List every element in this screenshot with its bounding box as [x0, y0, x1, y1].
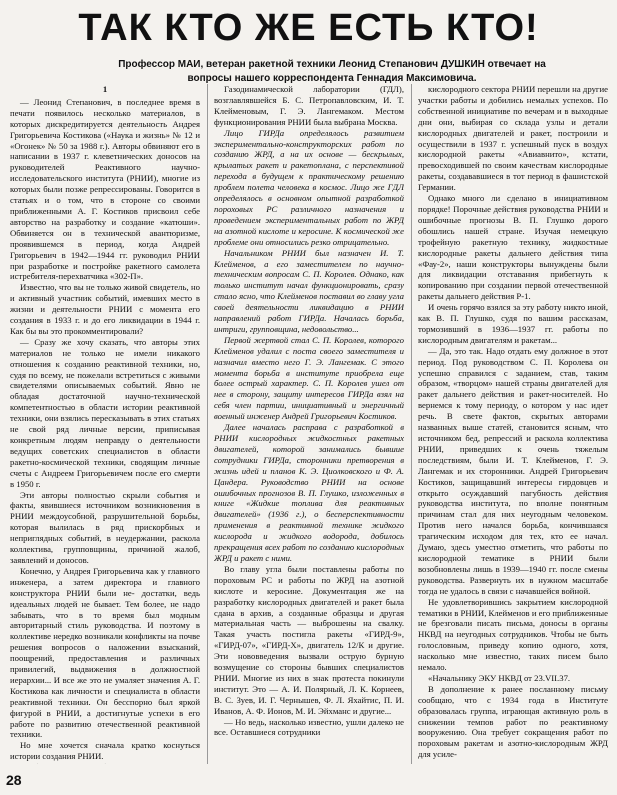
paragraph: Лицо ГИРДа определялось развитием экспериментально-конструкторских работ по созданию ЖРД, а на их основе — бескрылых, крылатых ракет и ракетоплана, с перспективой перехода в будущем к практическому решению проблем полета человека в космос. Лицо же ГДЛ определялось в основном опытной разработкой пороховых РС различного назначения и проведением экспериментальных работ по ЖРД на азотной кислоте и керосине. К космической же проблеме они относились резко отрицательно. [214, 127, 404, 247]
paragraph: Но мне хочется сначала кратко коснуться истории создания РНИИ. [10, 740, 200, 762]
paragraph [10, 762, 200, 764]
column-1-paragraphs [10, 97, 200, 764]
column-2-paragraphs [214, 84, 404, 738]
text-column-3 [418, 84, 608, 764]
article-body [10, 84, 610, 764]
paragraph: Известно, что вы не только живой свидетель, но и активный участник событий, имевших место в жизни и деятельности РНИИ с момента его создания в 1933 г. и до его ликвидации в 1944 г. Как бы вы это прокомментировали? [10, 282, 200, 336]
paragraph: — Сразу же хочу сказать, что авторы этих материалов не только не имели никакого отношения к созданию реактивной техники, но, судя по всему, не пожелали встретиться с живыми свидетелями описываемых событий. Явно не обладая достаточной научно-технической компетентностью в области истории реактивной техники, они взялись пересказывать в этих статьях не свой ряд личные версии, приписывая конкретным людям неправду о деятельности ведущих советских специалистов в области ракетно-космической техники, сводящим личные счеты с Андреем Григорьевичем после его смерти в 1950 г. [10, 336, 200, 489]
column-divider [411, 84, 412, 764]
paragraph: Конечно, у Андрея Григорьевича как у главного инженера, а затем директора и главного конструктора РНИИ были не- достатки, ведь идеальных людей не бывает. Тем более, не надо забывать, что в то время был модным авторитарный стиль руководства. И поэтому в коллективе нередко возникали конфликты на почве решения вопросов о наложении взысканий, поощрений, предоставления и различных привилегий, выдвижения в должностной иерархии... И все же это не умаляет значения А. Г. Костикова как личности и специалиста в области реактивной техники. Он бесспорно был яркой фигурой в РНИИ, а достигнутые успехи в его работе по развитию отечественной реактивной техники. [10, 565, 200, 740]
paragraph: Начальником РНИИ был назначен И. Т. Клейменов, а его заместителем по научно-техническим вопросам С. П. Королев. Однако, как только институт начал функционировать, сразу стало ясно, что Клейменов поставил во главу угла своей деятельности ликвидацию в РНИИ направлений работ ГИРДа. Началась борьба, интриги, групповщина, недовольство... [214, 247, 404, 334]
paragraph: Не удовлетворившись закрытием кислородной тематики в РНИИ, Клейменов и его приближенные не брезговали писать письма, доносы в органы НКВД на неугодных сотрудников. Чтобы не быть голословным, приведу копию одного, хотя, насколько мне известно, таких писем было немало. [418, 596, 608, 673]
section-number: 1 [102, 84, 108, 94]
paragraph: Первой жертвой стал С. П. Королев, которого Клейменов удалил с поста своего заместителя и назначил вместо него Г. Э. Лангемак. С этого момента борьба в институте приобрела еще более острый характер. С. П. Королев ушел от нее в сторону, защиту интересов ГИРДа взял на себя член партии, инициативный и энергичный военный инженер Андрей Григорьевич Костиков. [214, 334, 404, 422]
text-column-2 [214, 84, 404, 764]
paragraph: «Начальнику ЭКУ НКВД от 23.VII.37. [428, 672, 571, 683]
paragraph: Газодинамической лаборатории (ГДЛ), возглавлявшейся Б. С. Петропавловским, И. Т. Клейменовым, Г. Э. Лангемаком. Местом функционирования РНИИ была выбрана Москва. [214, 84, 404, 127]
paragraph: — Да, это так. Надо отдать ему должное в этот период. Под руководством С. П. Королева он успешно справился с заданием, став, таким образом, «творцом» нашей страны двигателей для ракет дальнего действия и ракет-носителей. Но вернемся к тому периоду, о котором у нас идет речь. В свете фактов, скрытых авторами названных выше статей, становится ясным, что источником бед, репрессий и раскола коллектива РНИИ, приведших к очень тяжелым последствиям, были И. Т. Клейменов, Г. Э. Лангемак и их сторонники. Андрей Григорьевич Костиков, защищавший интересы гирдовцев и открыто осуждавший пагубность действия руководства института, по вполне понятным причинам стал для них неугодным человеком. Против него начался борьба, кончившаяся трагическим исходом для тех, кто ее начал. Думаю, здесь уместно отметить, что работы по кислородной тематике в РНИИ были возобновлены лишь в 1939—1940 гг. после смены руководства. Развернуть их в нужном масштабе тогда не удалось в связи с начавшейся войной. [418, 345, 608, 596]
paragraph: кислородного сектора РНИИ перешли на другие участки работы и добились немалых успехов. По собственной инициативе по вечерам и в выходные дни они, выбирая со склада узлы и детали кислородных двигателей и ракет, построили и осуществили в 1937 г. успешный пуск в воздух кислородной ракеты «Авиавнито», кстати, превосходившей по своим качествам кислородные ракеты, создававшиеся в тот период в фашистской Германии. [418, 84, 608, 193]
paragraph: Далее началась расправа с разработкой в РНИИ кислородных жидкостных ракетных двигателей, которой занимались бывшие сотрудники ГИРДа, сторонники претворения в жизнь идей и планов К. Э. Циолковского и Ф. А. Цандера. Руководство РНИИ на основе ошибочных прогнозов В. П. Глушко, изложенных в книге «Жидкие топлива для реактивных двигателей» (1936 г.), о бесперспективности применения в реактивной технике жидкого кислорода и жидкого водорода, добилось прекращения всех работ по созданию кислородных ЖРД и ракет с ними. [214, 422, 404, 563]
column-divider [207, 84, 208, 764]
paragraph: Эти авторы полностью скрыли события и факты, явившиеся источником возникновения в РНИИ междоусобной, разрушительной борьбы, которая вылилась в ряд прискорбных и неприглядных событий, в неудержании, раскола коллектива, групповщины, причиной жалоб, заявлений и доносов. [10, 489, 200, 565]
page-number: 28 [6, 772, 22, 788]
article-title: ТАК КТО ЖЕ ЕСТЬ КТО! [78, 7, 539, 49]
text-column-1 [10, 84, 200, 764]
column-3-paragraphs [418, 84, 608, 760]
paragraph: Однако много ли сделано в инициативном порядке! Порочные действия руководства РНИИ и ошибочные прогнозы В. П. Глушко дорого обошлись нашей стране. Изучая немецкую трофейную ракетную технику, жидкостные кислородные ракеты дальнего действия типа «Фау-2», наши конструкторы вынуждены были для ликвидации отставания прибегнуть к копированию при создании первой отечественной ракеты дальнего действия Р-1. [418, 193, 608, 302]
paragraph: И очень горячо взялся за эту работу никто иной, как В. П. Глушко, судя по вашим рассказам, тормозивший в 1936—1937 гг. работы по кислородным двигателям и ракетам... [418, 302, 608, 345]
paragraph: В дополнение к ранее посланному письму сообщаю, что с 1934 года в Институте образовалась группа, играющая активную роль в снижении темпов работ по реактивному вооружению. Она требует сокращения работ по пороховым ракетам и азотно-кислородным ЖРД для усиле- [418, 683, 608, 760]
paragraph: — Но ведь, насколько известно, ушли далеко не все. Оставшиеся сотрудники [214, 716, 404, 738]
paragraph: — Леонид Степанович, в последнее время в печати появилось несколько материалов, в которых дискредитируется деятельность Андрея Григорьевича Костикова («Наука и жизнь» № 12 и «Огонек» № 50 за 1988 г.). Авторы обвиняют его в написании в 1937 г. клеветнических доносов на руководителей Реактивного научно-исследовательского института (РНИИ), многие из которых были позже репрессированы. Говорится в статьях и о том, что в стороне со своими приближенными А. Г. Костиков присвоил себе авторство на разработку и создание «катюши». Обвиняется он в технической авантюризме, проявившемся в период, когда Андрей Григорьевич в 1942—1944 гг. руководил РНИИ при разработке и постройке ракетного самолета истребителя-перехватчика «302-П». [10, 96, 200, 282]
article-lead: Профессор МАИ, ветеран ракетной техники Леонид Степанович ДУШКИН отвечает на вопросы нашего корреспондента Геннадия Максимовича. [118, 59, 546, 84]
paragraph: Во главу угла были поставлены работы по пороховым РС и работы по ЖРД на азотной кислоте и керосине. Документация же на разработку кислородных двигателей и ракет была сдана в архив, а созданные образцы и другая материальная часть — выброшены на свалку. Такая участь постигла ракеты «ГИРД-9», «ГИРД-07», «ГИРД-Х», двигатель 12/К и другие. Эти нововведения вызвали острую бурную возмущение со стороны бывших специалистов РНИИ. Многие из них в знак протеста покинули институт. Это — А. И. Полярный, Л. К. Корнеев, В. С. Зуев, И. Г. Чернышев, Ф. Л. Яхайтис, П. И. Иванов, А. Ф. Ионов, М. И. Эйхманс и другие... [214, 563, 404, 716]
